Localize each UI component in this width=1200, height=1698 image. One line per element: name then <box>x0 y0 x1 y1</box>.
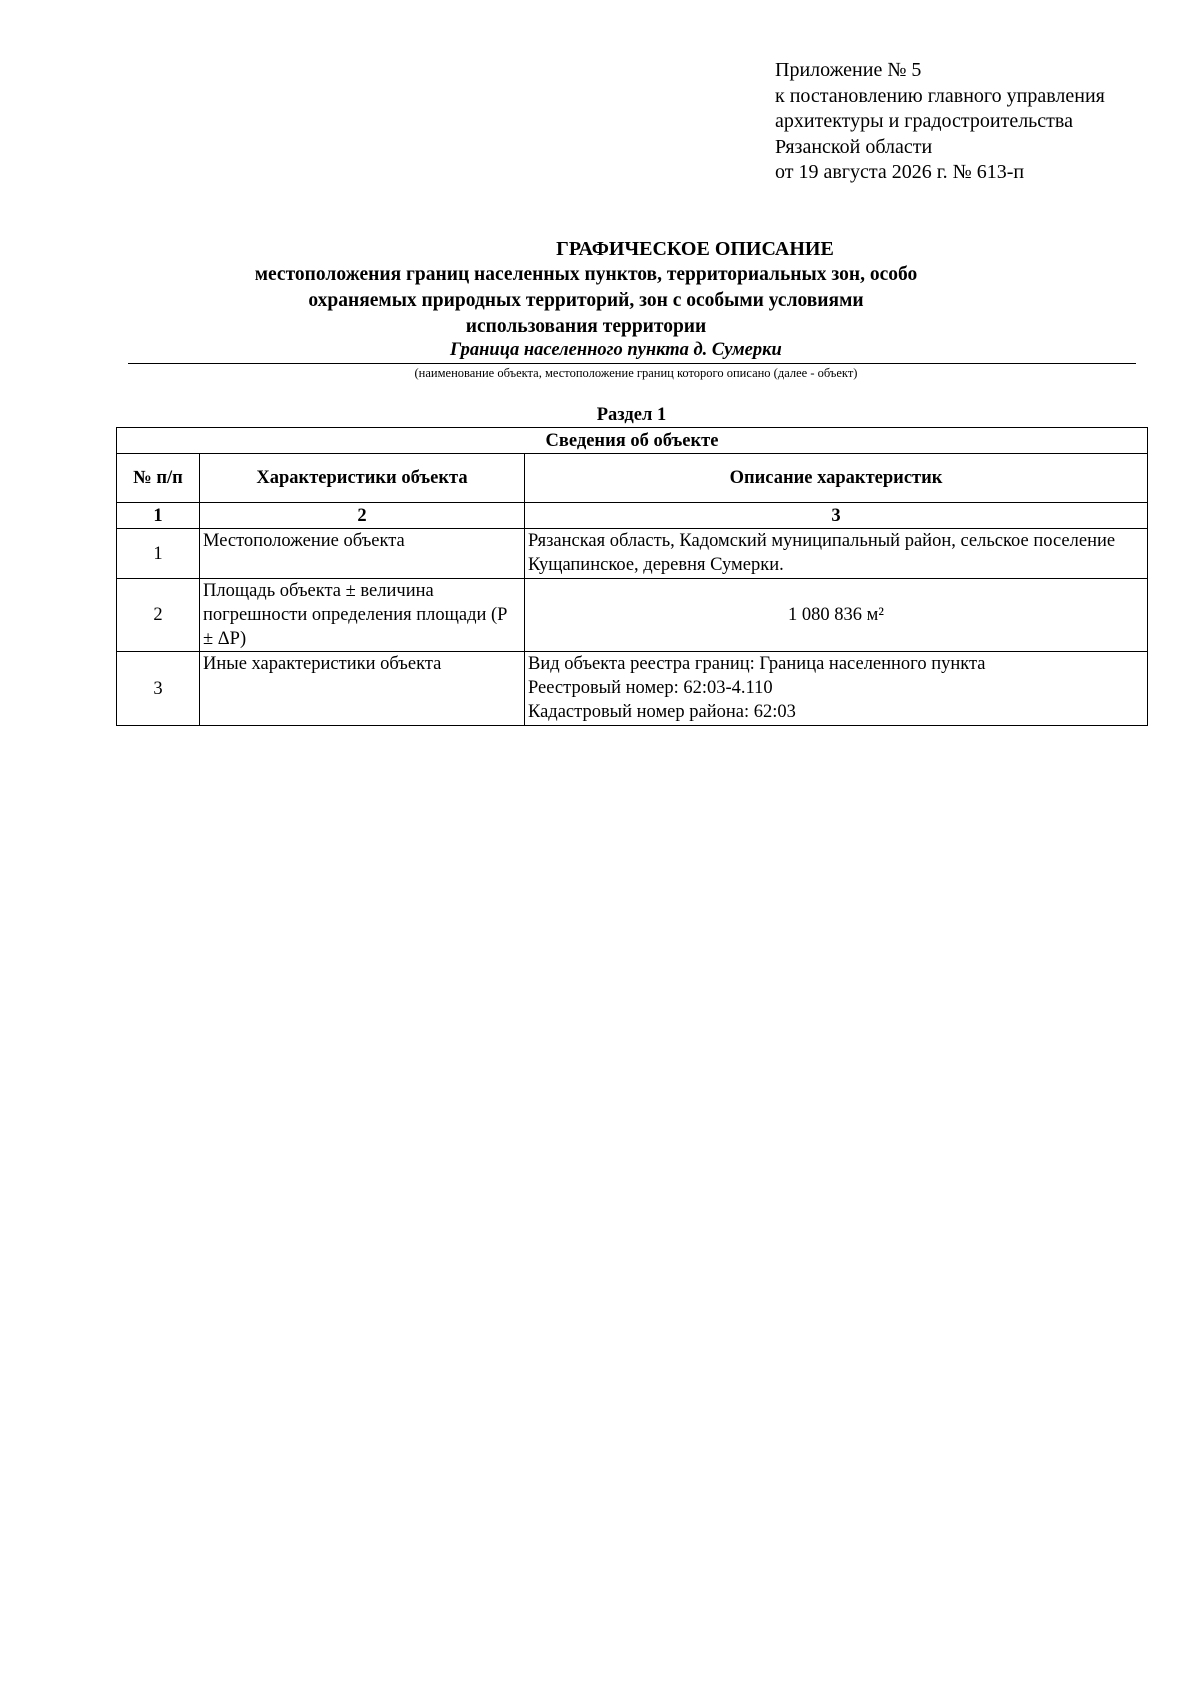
object-caption: (наименование объекта, местоположение границ которого описано (далее - объект) <box>414 366 858 380</box>
appendix-reference <box>775 58 1105 186</box>
appendix-line: Рязанской области <box>775 135 933 158</box>
row-description: 1 080 836 м² <box>525 579 1148 652</box>
column-header-characteristic: Характеристики объекта <box>200 454 525 503</box>
appendix-number: Приложение № 5 <box>775 59 922 81</box>
table-title: Сведения об объекте <box>117 428 1148 454</box>
object-name: Граница населенного пункта д. Сумерки <box>450 340 782 360</box>
description-line: Кадастровый номер района: 62:03 <box>528 702 796 722</box>
column-numbers-row <box>117 503 1148 529</box>
appendix-line: к постановлению главного управления <box>775 84 1105 107</box>
table-row <box>117 652 1148 726</box>
section-title: Раздел 1 <box>596 405 667 425</box>
table-row <box>117 579 1148 652</box>
document-title: ГРАФИЧЕСКОЕ ОПИСАНИЕ <box>556 238 834 260</box>
document-header <box>128 237 1134 381</box>
row-description: Рязанская область, Кадомский муниципальный район, сельское поселение Кущапинское, деревня Сумерки. <box>525 529 1148 579</box>
row-characteristic: Площадь объекта ± величина погрешности определения площади (P ± ΔP) <box>200 579 525 652</box>
row-characteristic: Иные характеристики объекта <box>200 652 525 726</box>
appendix-date: от 19 августа 2026 г. № 613-п <box>775 161 1025 183</box>
row-number: 2 <box>117 579 200 652</box>
row-number: 3 <box>117 652 200 726</box>
column-number: 1 <box>117 503 200 529</box>
document-subtitle: местоположения границ населенных пунктов, территориальных зон, особо охраняемых природных территорий, зон с особыми условиями использования территории <box>254 264 918 337</box>
table-header-row <box>117 454 1148 503</box>
row-number: 1 <box>117 529 200 579</box>
object-underline <box>128 363 1136 364</box>
table-title-row <box>117 428 1148 454</box>
row-description <box>525 652 1148 726</box>
column-header-number: № п/п <box>117 454 200 503</box>
description-line: Вид объекта реестра границ: Граница населенного пункта <box>528 654 986 674</box>
table-row <box>117 529 1148 579</box>
column-number: 2 <box>200 503 525 529</box>
column-header-description: Описание характеристик <box>525 454 1148 503</box>
description-line: Реестровый номер: 62:03-4.110 <box>528 678 773 698</box>
column-number: 3 <box>525 503 1148 529</box>
row-characteristic: Местоположение объекта <box>200 529 525 579</box>
object-info-table <box>116 427 1148 726</box>
appendix-line: архитектуры и градостроительства <box>775 110 1073 132</box>
